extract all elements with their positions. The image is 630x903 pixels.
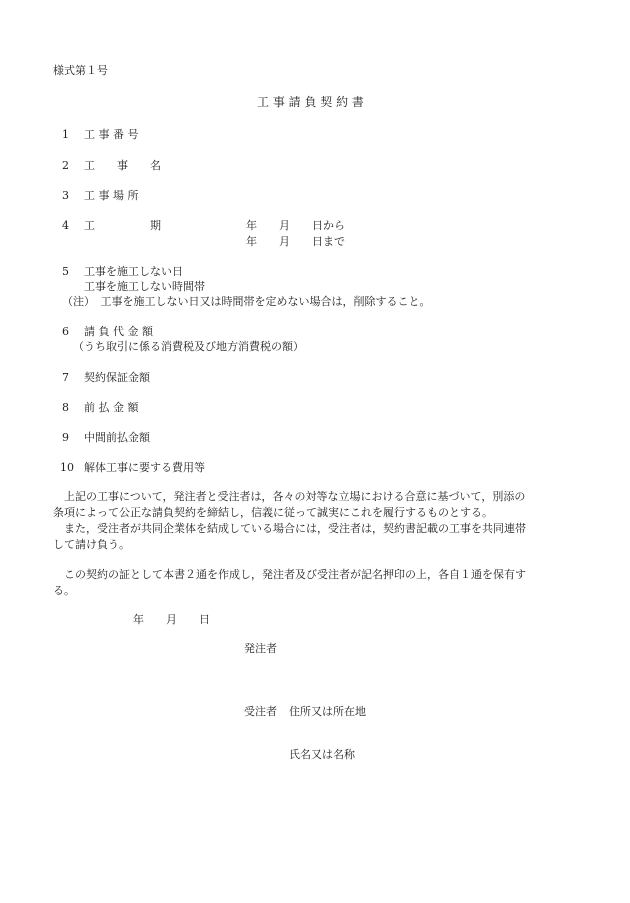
document-title: 工 事 請 負 契 約 書 [257, 95, 364, 109]
item-sublabel: （うち取引に係る消費税及び地方消費税の額） [73, 340, 304, 353]
paragraph-line: して請け負う。 [53, 538, 130, 551]
item-number: 2 [62, 159, 69, 172]
item-number: 8 [62, 401, 69, 414]
paragraph-line: 条項によって公正な請負契約を締結し，信義に従って誠実にこれを履行するものとする。 [53, 506, 493, 519]
period-end: 年 月 日まで [246, 235, 345, 248]
item-label: 工 期 [84, 219, 161, 232]
paragraph-line: る。 [53, 584, 75, 597]
item-label: 工 事 名 [84, 159, 161, 172]
item-label: 中間前払金額 [84, 431, 150, 444]
item-label: 前 払 金 額 [84, 401, 139, 414]
item-number: 4 [62, 219, 69, 232]
item-number: 1 [62, 128, 69, 141]
agreement-paragraph [53, 489, 583, 553]
paragraph-line: 上記の工事について，発注者と受注者は，各々の対等な立場における合意に基づいて，別添の [53, 490, 526, 503]
item-sublabel: 工事を施工しない時間帯 [84, 280, 205, 293]
contract-date: 年 月 日 [133, 613, 210, 626]
item-label: 工事を施工しない日 [84, 265, 183, 278]
item-number: 7 [62, 371, 69, 384]
item-number: 10 [60, 461, 74, 474]
form-number: 様式第１号 [53, 64, 108, 77]
period-start: 年 月 日から [246, 219, 345, 232]
address-label: 住所又は所在地 [289, 705, 366, 718]
item-number: 6 [62, 325, 69, 338]
name-label: 氏名又は名称 [289, 748, 355, 761]
item-label: 契約保証金額 [84, 371, 150, 384]
contractor-label: 受注者 [244, 705, 277, 718]
item-number: 3 [62, 189, 69, 202]
item-label: 解体工事に要する費用等 [84, 461, 205, 474]
item-note: （注） 工事を施工しない日又は時間帯を定めない場合は，削除すること。 [62, 295, 431, 308]
item-label: 工 事 場 所 [84, 189, 139, 202]
orderer-label: 発注者 [244, 642, 277, 655]
paragraph-line: また，受注者が共同企業体を結成している場合には，受注者は，契約書記載の工事を共同連帯 [53, 522, 526, 535]
item-label: 請 負 代 金 額 [84, 325, 153, 338]
item-label: 工 事 番 号 [84, 128, 139, 141]
item-number: 9 [62, 431, 69, 444]
item-number: 5 [62, 265, 69, 278]
certification-paragraph [53, 567, 583, 599]
paragraph-line: この契約の証として本書２通を作成し，発注者及び受注者が記名押印の上，各自１通を保有す [53, 568, 526, 581]
